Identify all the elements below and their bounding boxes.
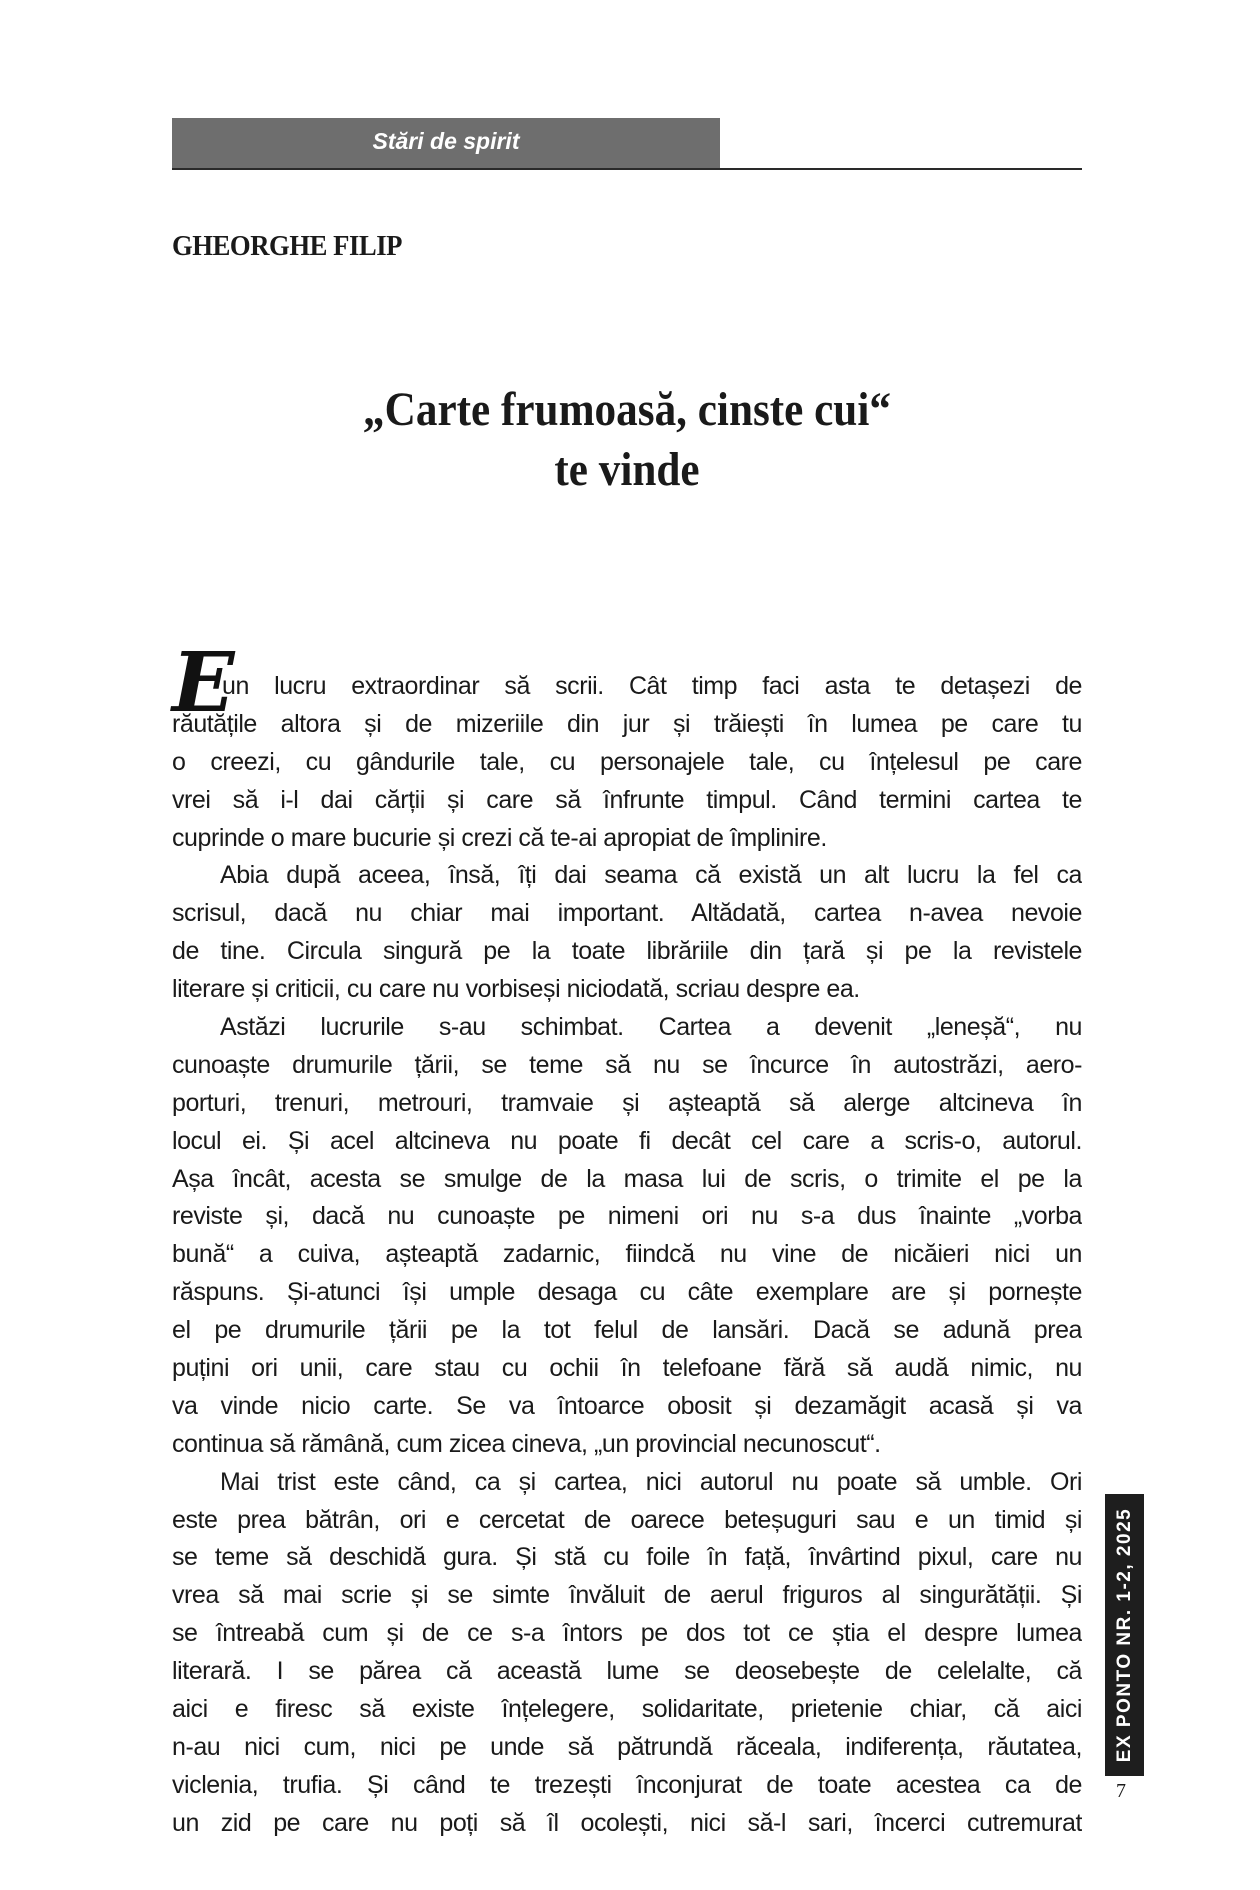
- text-line: cunoaște drumurile țării, se teme să nu se încurce în autostrăzi, aero-: [172, 1050, 1082, 1079]
- header-rule: [172, 168, 1082, 170]
- article-title: [218, 380, 1037, 500]
- author-name: GHEORGHE FILIP: [172, 230, 403, 262]
- text-line: reviste și, dacă nu cunoaște pe nimeni ori nu s-a dus înainte „vorba: [172, 1202, 1082, 1231]
- journal-issue-tab: [1105, 1494, 1144, 1776]
- text-line: vrei să i-l dai cărții și care să înfrunte timpul. Când termini cartea te: [172, 785, 1082, 814]
- text-line: o creezi, cu gândurile tale, cu personajele tale, cu înțelesul pe care: [172, 747, 1082, 776]
- text-line: cuprinde o mare bucurie și crezi că te-ai apropiat de împlinire.: [172, 823, 827, 852]
- text-line: Mai trist este când, ca și cartea, nici autorul nu poate să umble. Ori: [220, 1467, 1082, 1496]
- drop-cap: E: [172, 635, 235, 731]
- text-line: este prea bătrân, ori e cercetat de oarece beteșuguri sau e un timid și: [172, 1505, 1082, 1534]
- text-line: răspuns. Și-atunci își umple desaga cu câte exemplare are și pornește: [172, 1278, 1082, 1307]
- text-line: Astăzi lucrurile s-au schimbat. Cartea a devenit „leneșă“, nu: [220, 1013, 1082, 1042]
- section-label: Stări de spirit: [372, 128, 520, 154]
- text-line: vrea să mai scrie și se simte învăluit de aerul friguros al singurătății. Și: [172, 1581, 1082, 1610]
- text-line: va vinde nicio carte. Se va întoarce obosit și dezamăgit acasă și va: [172, 1391, 1082, 1420]
- text-line: porturi, trenuri, metrouri, tramvaie și așteaptă să alerge altcineva în: [172, 1088, 1082, 1117]
- text-line: bună“ a cuiva, așteaptă zadarnic, fiindcă nu vine de nicăieri nici un: [172, 1240, 1082, 1269]
- section-header-bar: [172, 118, 720, 168]
- text-line: se întreabă cum și de ce s-a întors pe dos tot ce știa el despre lumea: [172, 1619, 1082, 1648]
- text-line: un zid pe care nu poți să îl ocolești, nici să-l sari, încerci cutremurat: [172, 1808, 1082, 1837]
- text-line: Așa încât, acesta se smulge de la masa lui de scris, o trimite el pe la: [172, 1164, 1082, 1193]
- text-line: un lucru extraordinar să scrii. Cât timp faci asta te detașezi de: [222, 672, 1082, 700]
- text-line: literară. I se părea că această lume se deosebește de celelalte, că: [172, 1657, 1082, 1686]
- title-line-2: te vinde: [554, 443, 700, 496]
- title-line-1: „Carte frumoasă, cinste cui“: [363, 383, 891, 436]
- text-line: n-au nici cum, nici pe unde să pătrundă răceala, indiferența, răutatea,: [172, 1732, 1082, 1761]
- text-line: viclenia, trufia. Și când te trezești înconjurat de toate acestea ca de: [172, 1770, 1082, 1799]
- text-line: continua să rămână, cum zicea cineva, „un provincial necunoscut“.: [172, 1429, 881, 1458]
- text-line: Abia după aceea, însă, îți dai seama că există un alt lucru la fel ca: [220, 861, 1082, 890]
- text-line: de tine. Circula singură pe la toate librăriile din țară și pe la revistele: [172, 937, 1082, 966]
- text-line: el pe drumurile țării pe la tot felul de lansări. Dacă se adună prea: [172, 1316, 1082, 1345]
- text-line: aici e firesc să existe înțelegere, solidaritate, prietenie chiar, că aici: [172, 1695, 1082, 1724]
- text-line: se teme să deschidă gura. Și stă cu foile în față, învârtind pixul, care nu: [172, 1543, 1082, 1572]
- journal-issue-label: EX PONTO NR. 1-2, 2025: [1113, 1507, 1135, 1763]
- page-number: 7: [1116, 1780, 1126, 1802]
- text-line: puțini ori unii, care stau cu ochii în telefoane fără să audă nimic, nu: [172, 1354, 1082, 1383]
- text-line: locul ei. Și acel altcineva nu poate fi decât cel care a scris-o, autorul.: [172, 1126, 1082, 1155]
- text-line: literare și criticii, cu care nu vorbiseși niciodată, scriau despre ea.: [172, 975, 860, 1004]
- text-line: scrisul, dacă nu chiar mai important. Altădată, cartea n-avea nevoie: [172, 899, 1082, 928]
- text-line: răutățile altora și de mizeriile din jur și trăiești în lumea pe care tu: [172, 709, 1082, 738]
- article-body: [172, 668, 1082, 1843]
